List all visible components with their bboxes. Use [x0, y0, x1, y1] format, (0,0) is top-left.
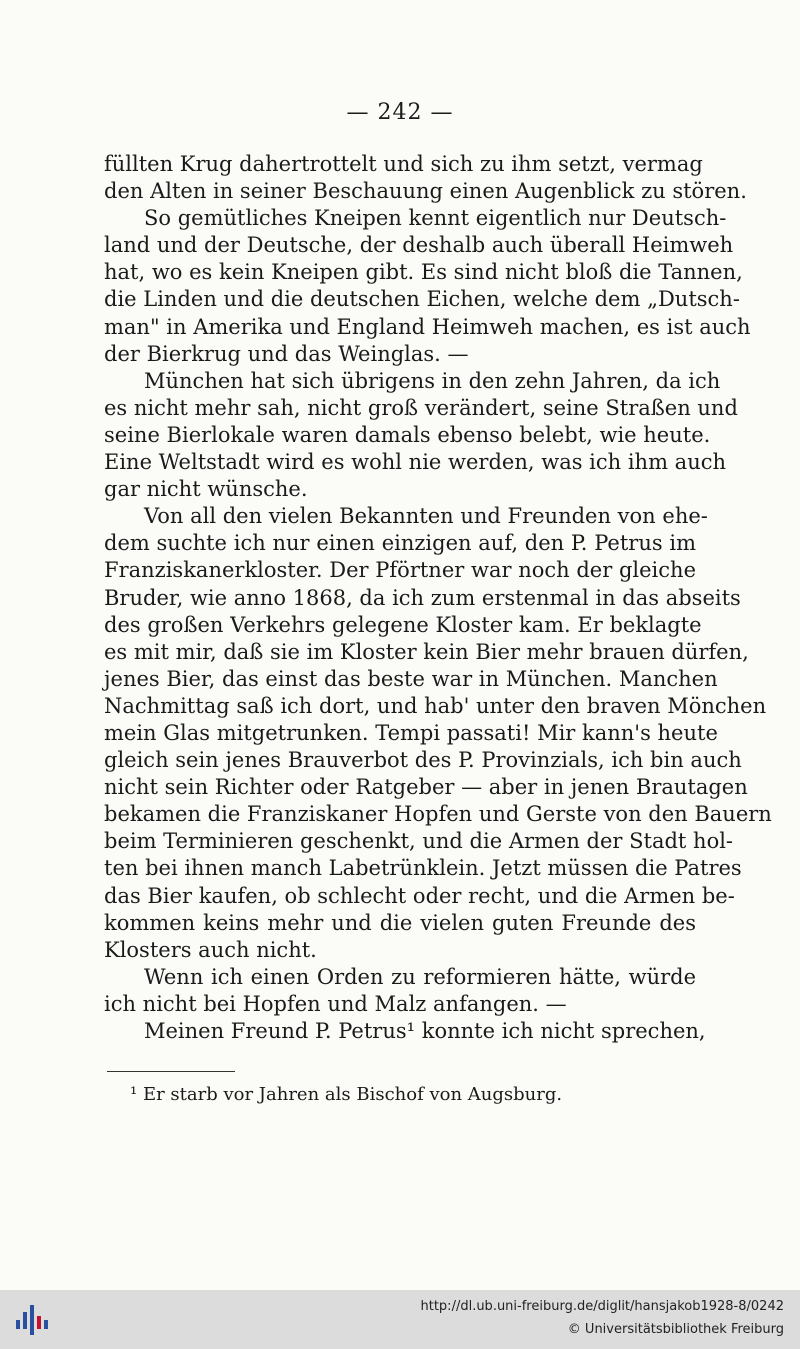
text-line: beim Terminieren geschenkt, und die Armen der Stadt hol-	[104, 829, 734, 854]
text-line: den Alten in seiner Beschauung einen Augenblick zu stören.	[104, 179, 747, 204]
text-line: nicht sein Richter oder Ratgeber — aber in jenen Brautagen	[104, 775, 748, 800]
text-line: gleich sein jenes Brauverbot des P. Provinzials, ich bin auch	[104, 748, 742, 773]
text-line: es mit mir, daß sie im Kloster kein Bier mehr brauen dürfen,	[104, 639, 749, 664]
text-line: gar nicht wünsche.	[104, 477, 308, 502]
text-line: Klosters auch nicht.	[104, 937, 317, 962]
text-line: dem suchte ich nur einen einzigen auf, den P. Petrus im	[104, 531, 696, 556]
ub-freiburg-logo-icon[interactable]	[14, 1303, 50, 1337]
text-line: Von all den vielen Bekannten und Freunden von ehe-	[144, 504, 708, 529]
text-line: die Linden und die deutschen Eichen, welche dem „Dutsch-	[104, 287, 740, 312]
text-line: land und der Deutsche, der deshalb auch überall Heimweh	[104, 233, 734, 258]
permalink-url[interactable]: http://dl.ub.uni-freiburg.de/diglit/hansjakob1928-8/0242	[420, 1299, 784, 1314]
text-line: Wenn ich einen Orden zu reformieren hätte, würde	[144, 964, 696, 989]
text-line: Nachmittag saß ich dort, und hab' unter den braven Mönchen	[104, 693, 767, 718]
text-line: das Bier kaufen, ob schlecht oder recht, und die Armen be-	[104, 883, 735, 908]
footer-bar	[0, 1290, 800, 1349]
text-line: kommen keins mehr und die vielen guten Freunde des	[104, 910, 696, 935]
text-line: hat, wo es kein Kneipen gibt. Es sind nicht bloß die Tannen,	[104, 260, 743, 285]
text-line: Franziskanerkloster. Der Pförtner war noch der gleiche	[104, 558, 696, 583]
text-line: man" in Amerika und England Heimweh machen, es ist auch	[104, 314, 751, 339]
footnote-divider	[107, 1071, 235, 1072]
text-line: der Bierkrug und das Weinglas. —	[104, 341, 469, 366]
text-line: Bruder, wie anno 1868, da ich zum erstenmal in das abseits	[104, 585, 741, 610]
text-line: Eine Weltstadt wird es wohl nie werden, was ich ihm auch	[104, 450, 727, 475]
text-line: München hat sich übrigens in den zehn Jahren, da ich	[144, 368, 721, 393]
text-line: seine Bierlokale waren damals ebenso belebt, wie heute.	[104, 422, 711, 447]
footnote: ¹ Er starb vor Jahren als Bischof von Augsburg.	[130, 1084, 563, 1105]
text-line: füllten Krug dahertrottelt und sich zu ihm setzt, vermag	[104, 152, 703, 176]
text-line: Meinen Freund P. Petrus¹ konnte ich nicht sprechen,	[144, 1019, 706, 1043]
text-line: des großen Verkehrs gelegene Kloster kam. Er beklagte	[104, 612, 702, 637]
text-line: ich nicht bei Hopfen und Malz anfangen. —	[104, 991, 567, 1016]
text-line: es nicht mehr sah, nicht groß verändert, seine Straßen und	[104, 395, 738, 420]
text-line: So gemütliches Kneipen kennt eigentlich nur Deutsch-	[144, 206, 727, 231]
text-line: bekamen die Franziskaner Hopfen und Gerste von den Bauern	[104, 802, 772, 827]
page-number: — 242 —	[346, 100, 454, 125]
text-line: ten bei ihnen manch Labetrünklein. Jetzt müssen die Patres	[104, 856, 742, 881]
body-text	[104, 151, 772, 1045]
copyright-notice: © Universitätsbibliothek Freiburg	[567, 1322, 784, 1337]
text-line: jenes Bier, das einst das beste war in München. Manchen	[104, 666, 718, 691]
text-line: mein Glas mitgetrunken. Tempi passati! Mir kann's heute	[104, 720, 718, 745]
